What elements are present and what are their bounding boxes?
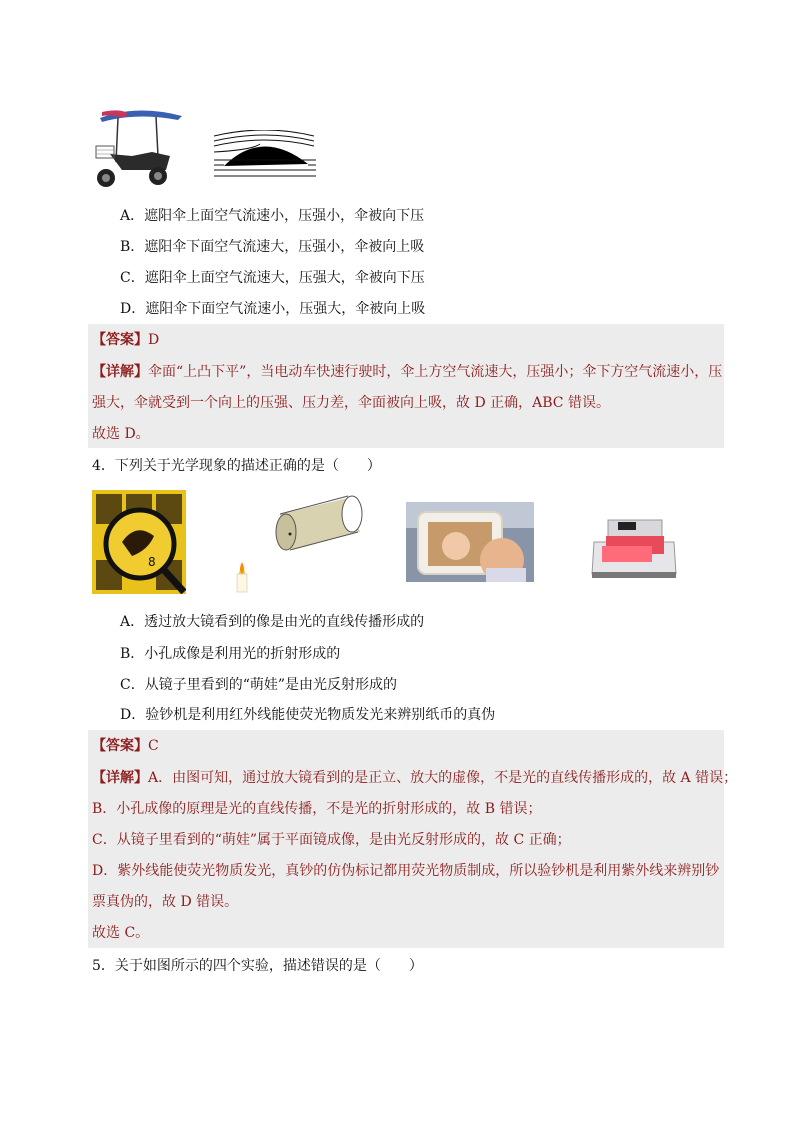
q4-answer-block — [88, 730, 738, 948]
answer-tag: 【答案】 — [92, 738, 148, 754]
q3-option-c: C．遮阳伞上面空气流速大，压强大，伞被向下压 — [120, 270, 425, 286]
detail-tag: 【详解】 — [92, 770, 148, 786]
answer-value: C — [148, 738, 159, 754]
q4-detail-line-2: B．小孔成像的原理是光的直线传播，不是光的折射形成的，故 B 错误； — [92, 801, 542, 817]
answer-tag: 【答案】 — [92, 332, 148, 348]
detail-tag: 【详解】 — [92, 364, 148, 380]
q3-conclusion: 故选 D。 — [92, 426, 150, 442]
answer-value: D — [148, 332, 160, 348]
q4-detail-line-4: D．紫外线能使荧光物质发光，真钞的仿伪标记都用荧光物质制成，所以验钞机是利用紫外线来辨别钞 — [92, 863, 720, 879]
q3-detail-line-1 — [92, 362, 722, 382]
mirror-baby-photo — [406, 502, 534, 582]
q4-detail-line-3: C．从镜子里看到的“萌娃”属于平面镜成像，是由光反射形成的，故 C 正确； — [92, 832, 571, 848]
currency-detector-figure — [588, 512, 680, 582]
q4-option-b: B．小孔成像是利用光的折射形成的 — [120, 646, 341, 662]
detail-text: A．由图可知，通过放大镜看到的是正立、放大的虚像，不是光的直线传播形成的，故 A 错误； — [148, 770, 738, 786]
q4-detail-line-5: 票真伪的，故 D 错误。 — [92, 894, 239, 910]
q4-conclusion: 故选 C。 — [92, 925, 150, 941]
q3-answer-line — [92, 330, 159, 350]
q4-detail-line-1 — [92, 768, 737, 788]
q3-option-b: B．遮阳伞下面空气流速大，压强小，伞被向上吸 — [120, 239, 425, 255]
q4-answer-line — [92, 736, 159, 756]
airfoil-streamlines-figure — [212, 130, 318, 180]
q4-option-a: A．透过放大镜看到的像是由光的直线传播形成的 — [120, 614, 425, 630]
magnifier-stamp-figure — [92, 490, 186, 594]
detail-text: 伞面“上凸下平”，当电动车快速行驶时，伞上方空气流速大，压强小；伞下方空气流速小，压 — [148, 364, 723, 380]
q3-answer-block — [88, 324, 724, 448]
q3-detail-line-2: 强大，伞就受到一个向上的压强、压力差，伞面被向上吸，故 D 正确，ABC 错误。 — [92, 395, 610, 411]
q5-question: 5．关于如图所示的四个实验，描述错误的是（ ） — [92, 958, 423, 974]
scooter-umbrella-figure — [92, 104, 184, 190]
q4-option-d: D．验钞机是利用红外线能使荧光物质发光来辨别纸币的真伪 — [120, 707, 496, 723]
pinhole-camera-figure — [228, 490, 368, 594]
q3-option-d: D．遮阳伞下面空气流速小，压强大，伞被向上吸 — [120, 301, 426, 317]
q4-option-c: C．从镜子里看到的“萌娃”是由光反射形成的 — [120, 677, 398, 693]
stamp-value: 8 — [148, 555, 156, 569]
q4-question: 4．下列关于光学现象的描述正确的是（ ） — [92, 458, 381, 474]
q3-option-a: A．遮阳伞上面空气流速小，压强小，伞被向下压 — [120, 208, 425, 224]
